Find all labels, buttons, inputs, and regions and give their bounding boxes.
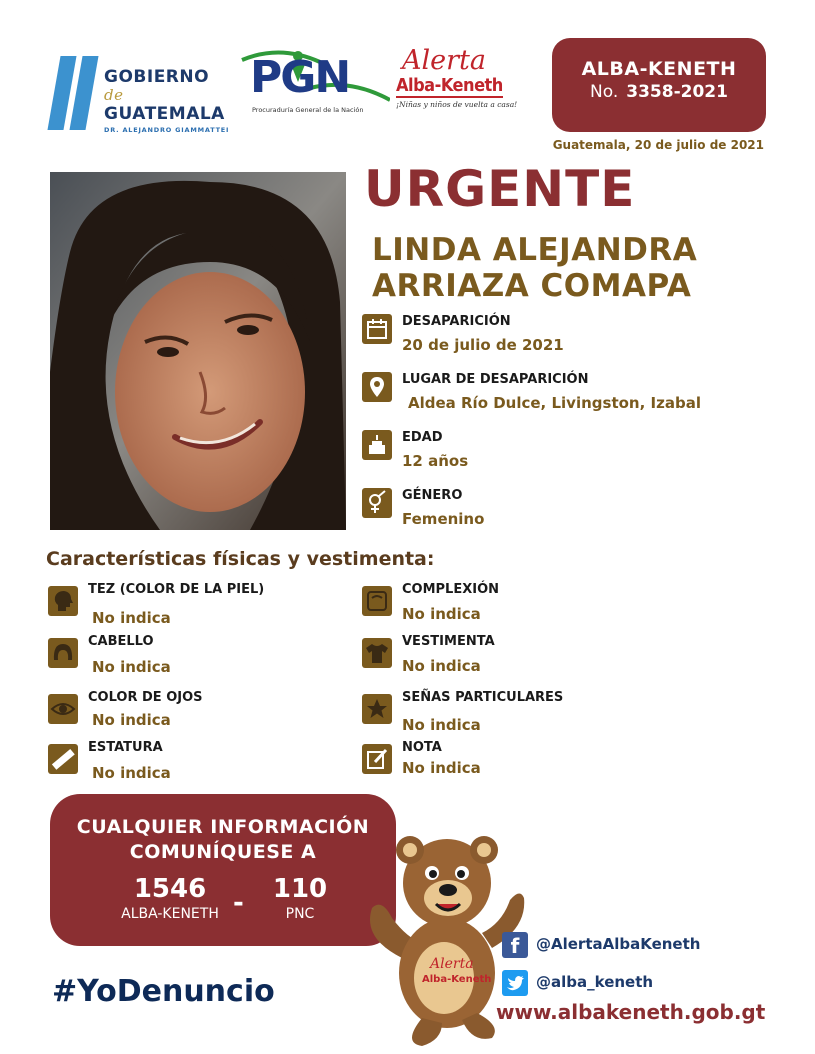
pgn-logo: PGN Procuraduría General de la Nación <box>240 48 390 123</box>
char-hair: CABELLO No indica <box>48 634 348 682</box>
location-pin-icon <box>362 372 392 402</box>
tshirt-icon <box>362 638 392 668</box>
case-number: No. 3358-2021 <box>590 82 728 102</box>
char-complexion: COMPLEXIÓN No indica <box>362 582 662 630</box>
missing-person-name: LINDA ALEJANDRA ARRIAZA COMAPA <box>372 232 698 304</box>
phone-pnc[interactable]: 110 <box>272 874 328 904</box>
urgent-heading: URGENTE <box>364 160 636 218</box>
info-disappearance-date: DESAPARICIÓN 20 de julio de 2021 <box>362 314 782 364</box>
char-height: ESTATURA No indica <box>48 740 348 788</box>
char-skin-tone: TEZ (COLOR DE LA PIEL) No indica <box>48 582 348 630</box>
website-link[interactable]: www.albakeneth.gob.gt <box>496 1000 766 1024</box>
svg-text:Alba-Keneth: Alba-Keneth <box>422 974 492 985</box>
case-number-badge <box>552 38 766 132</box>
hair-icon <box>48 638 78 668</box>
facebook-icon: f <box>502 932 528 958</box>
head-profile-icon <box>48 586 78 616</box>
gobierno-logo: GOBIERNO de GUATEMALA DR. ALEJANDRO GIAMMATTEI <box>104 67 230 134</box>
eye-icon <box>48 694 78 724</box>
svg-text:Alerta: Alerta <box>430 956 474 972</box>
gobierno-logo-bars <box>50 56 98 130</box>
ruler-icon <box>48 744 78 774</box>
characteristics-heading: Características físicas y vestimenta: <box>46 548 435 570</box>
char-eye-color: COLOR DE OJOS No indica <box>48 690 348 738</box>
char-note: NOTA No indica <box>362 740 662 788</box>
facebook-link[interactable]: f @AlertaAlbaKeneth <box>502 932 762 962</box>
birthday-cake-icon <box>362 430 392 460</box>
twitter-link[interactable]: @alba_keneth <box>502 970 762 1000</box>
case-title: ALBA-KENETH <box>581 58 737 80</box>
calendar-icon <box>362 314 392 344</box>
char-clothing: VESTIMENTA No indica <box>362 634 662 682</box>
info-gender: GÉNERO Femenino <box>362 488 782 538</box>
info-age: EDAD 12 años <box>362 430 782 480</box>
scale-icon <box>362 586 392 616</box>
phone-alba-keneth[interactable]: 1546 <box>133 874 207 904</box>
issue-date: Guatemala, 20 de julio de 2021 <box>552 138 764 152</box>
hashtag: #YoDenuncio <box>52 974 275 1009</box>
gender-icon <box>362 488 392 518</box>
note-edit-icon <box>362 744 392 774</box>
contact-box: CUALQUIER INFORMACIÓN COMUNÍQUESE A 1546 ALBA-KENETH - 110 PNC <box>50 794 396 946</box>
alerta-alba-keneth-logo: Alerta Alba-Keneth ¡Niñas y niños de vuelta a casa! <box>396 45 518 109</box>
twitter-icon <box>502 970 528 996</box>
char-distinguishing-marks: SEÑAS PARTICULARES No indica <box>362 690 662 738</box>
star-icon <box>362 694 392 724</box>
info-disappearance-place: LUGAR DE DESAPARICIÓN Aldea Río Dulce, Livingston, Izabal <box>362 372 782 422</box>
missing-child-photo <box>50 172 346 530</box>
